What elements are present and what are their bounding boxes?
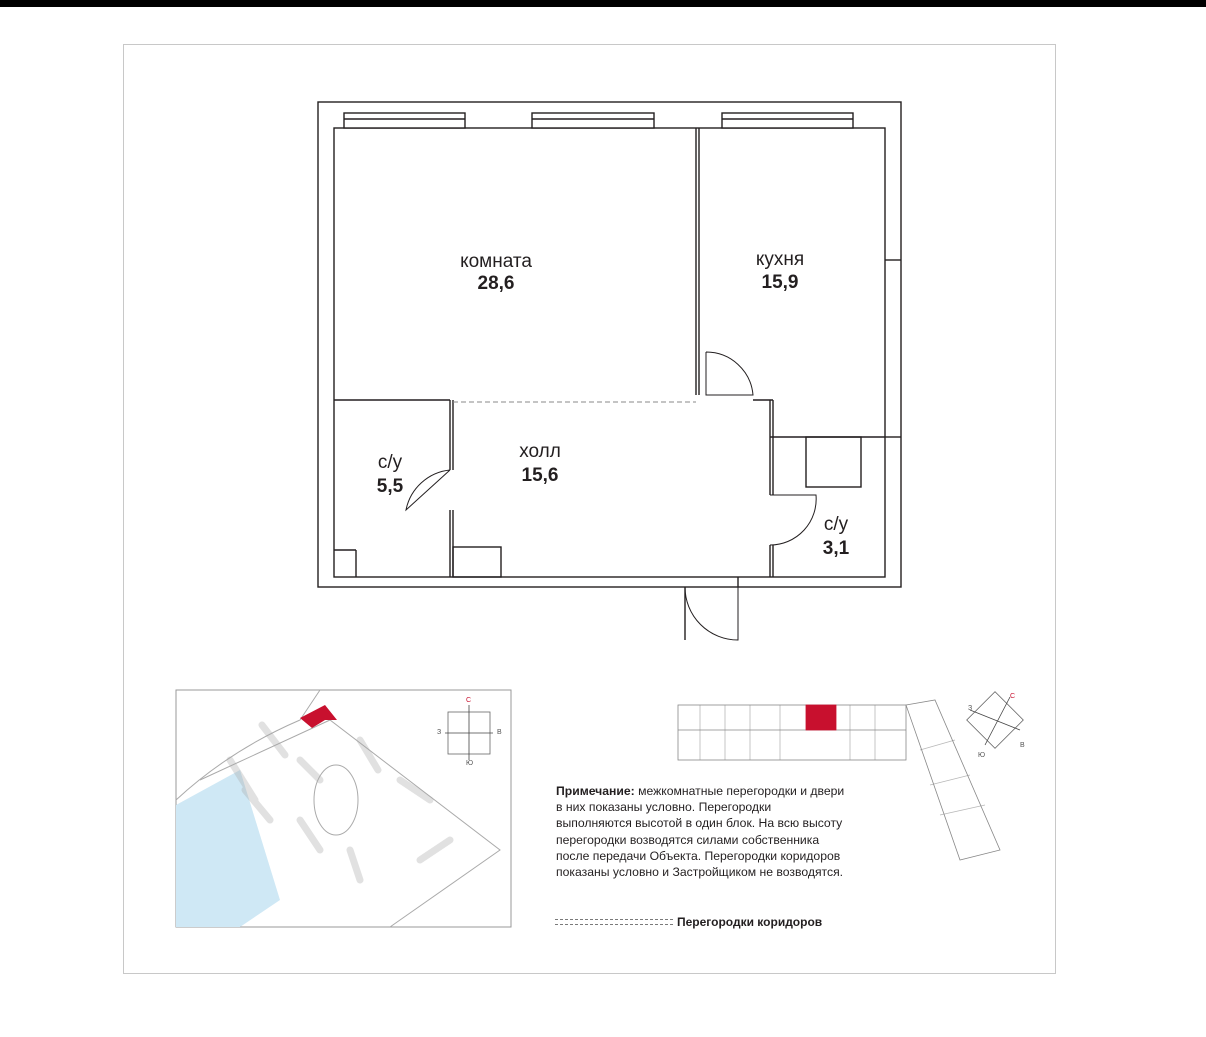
room-name-bath-2: с/у bbox=[823, 514, 849, 535]
floor-compass-south: Ю bbox=[978, 752, 986, 759]
site-map bbox=[176, 690, 511, 927]
room-area-kitchen: 15,9 bbox=[761, 272, 799, 293]
site-compass-north: С bbox=[466, 697, 472, 704]
room-area-bath-2: 3,1 bbox=[822, 538, 850, 559]
note-body: межкомнатные перегородки и двери в них показаны условно. Перегородки выполняются высотой в один блок. На всю высоту перегородки возводятся силами собственника после передачи Объекта. Перегородки коридоров показаны условно и Застройщиком не возводятся. bbox=[556, 784, 845, 880]
floor-compass-west: З bbox=[968, 705, 973, 712]
room-name-hall: холл bbox=[519, 441, 561, 462]
legend-corridor-label: Перегородки коридоров bbox=[677, 915, 823, 929]
floor-compass-east: В bbox=[1020, 742, 1025, 749]
room-area-bath-1: 5,5 bbox=[376, 476, 404, 497]
note-text-block bbox=[556, 783, 846, 880]
site-compass-south: Ю bbox=[466, 760, 474, 767]
room-name-living: комната bbox=[460, 251, 532, 272]
site-compass-west: З bbox=[437, 729, 442, 736]
door-swings bbox=[406, 352, 816, 640]
site-compass-east: В bbox=[497, 729, 502, 736]
floor-compass-north: С bbox=[1010, 693, 1016, 700]
room-name-kitchen: кухня bbox=[755, 249, 805, 270]
room-name-bath-1: с/у bbox=[377, 452, 403, 473]
legend-dashed-line-icon bbox=[555, 919, 673, 925]
legend bbox=[555, 915, 822, 929]
room-area-living: 28,6 bbox=[477, 273, 515, 294]
note-title: Примечание: bbox=[556, 784, 635, 798]
room-area-hall: 15,6 bbox=[521, 465, 559, 486]
